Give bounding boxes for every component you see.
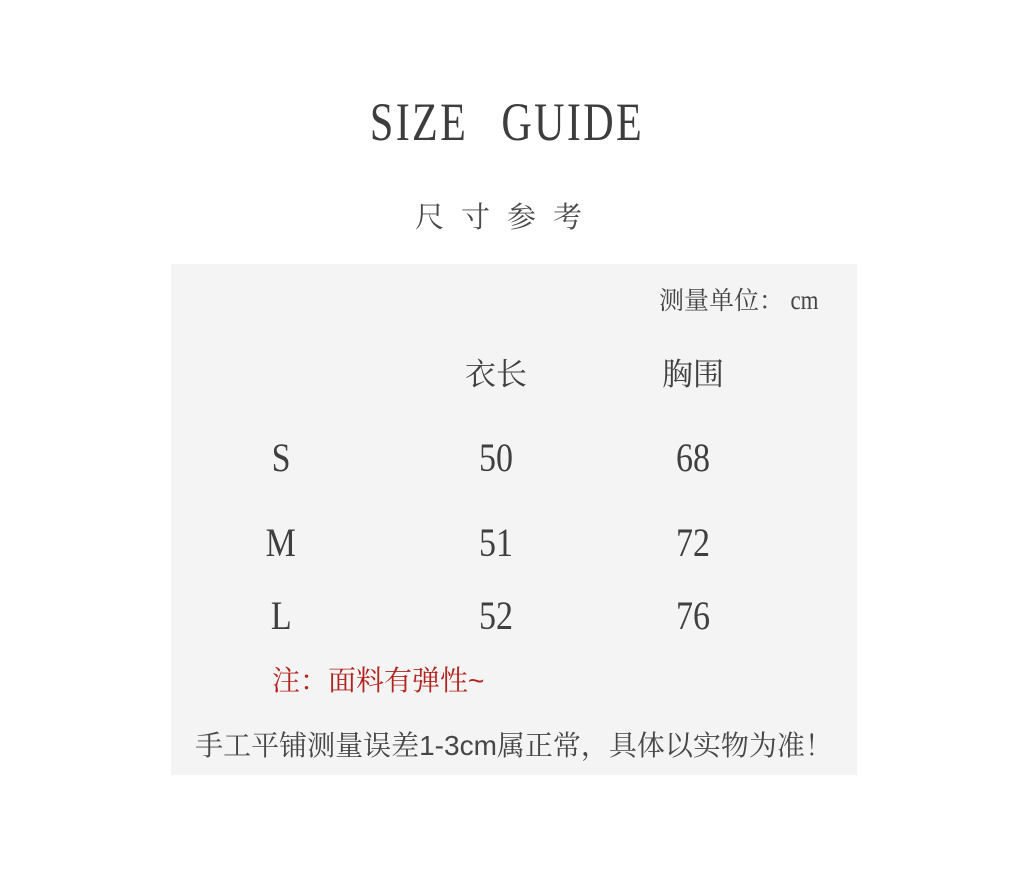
bust-value-s: 68	[676, 435, 710, 480]
table-row-m	[171, 521, 857, 565]
table-row-l	[171, 594, 857, 638]
size-label-l: L	[270, 593, 292, 638]
measurement-unit-label: 测量单位：	[658, 287, 784, 315]
measurement-disclaimer: 手工平铺测量误差1-3cm属正常，具体以实物为准！	[195, 730, 833, 761]
elasticity-note: 注：面料有弹性~	[272, 665, 485, 696]
bust-value-m: 72	[676, 520, 710, 565]
header-bust: 胸围	[662, 357, 724, 392]
length-value-l: 52	[479, 593, 513, 638]
size-label-m: M	[265, 520, 297, 565]
size-label-s: S	[271, 435, 291, 480]
length-value-s: 50	[479, 435, 513, 480]
page-subtitle: 尺寸参考	[414, 202, 599, 234]
page-title: SIZE GUIDE	[369, 92, 645, 152]
table-header-row	[171, 353, 857, 397]
measurement-unit-value: cm	[790, 285, 819, 315]
header-garment-length: 衣长	[465, 357, 527, 392]
header-size-column	[171, 353, 391, 397]
length-value-m: 51	[479, 520, 513, 565]
measurement-unit-line	[171, 278, 857, 322]
size-chart-panel	[171, 264, 857, 775]
table-row-s	[171, 436, 857, 480]
bust-value-l: 76	[676, 593, 710, 638]
